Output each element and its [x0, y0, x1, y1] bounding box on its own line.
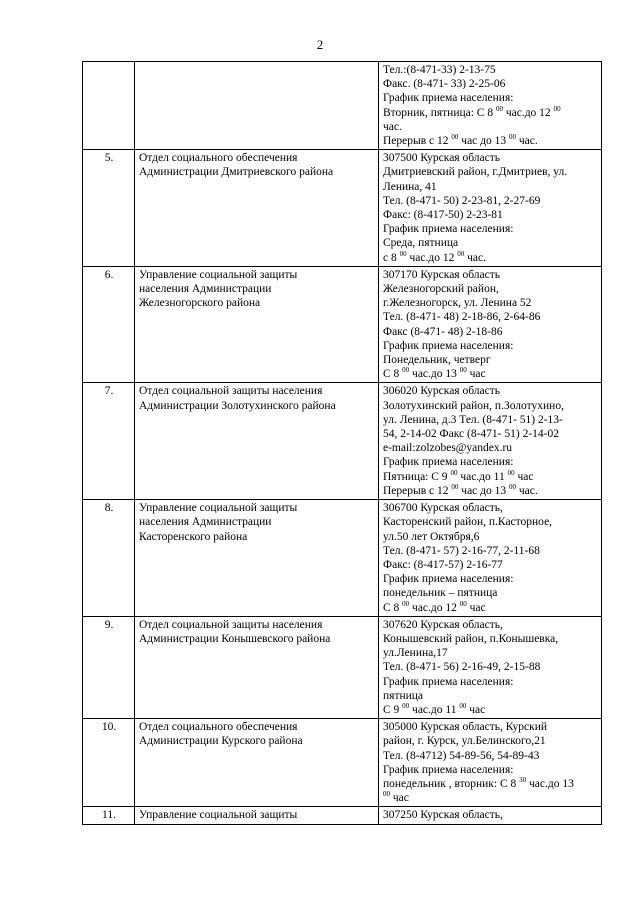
institution-name — [135, 807, 379, 824]
contact-info — [379, 383, 602, 500]
institution-name — [135, 62, 379, 150]
superscript-minutes: 00 — [402, 701, 410, 710]
institution-name-line: Управление социальной защиты — [139, 268, 298, 281]
row-number — [83, 62, 135, 150]
contact-info-line: Дмитриевский район, г.Дмитриев, ул. — [383, 166, 568, 179]
institution-name — [135, 383, 379, 500]
table-row — [83, 807, 602, 824]
institution-name-line: Администрации Золотухинского района — [139, 399, 336, 412]
contact-info — [379, 807, 602, 824]
superscript-minutes: 00 — [509, 482, 516, 491]
contact-info-line: пятница — [383, 689, 424, 702]
contact-info-line: С 9 $^{00}$ час.до 11 $^{00}$ час — [383, 701, 486, 716]
contact-info-line: понедельник – пятница — [383, 587, 498, 600]
institution-name — [135, 616, 379, 718]
contact-info-line: час. — [383, 120, 402, 133]
institution-name-line: Администрации Курского района — [139, 735, 303, 748]
contact-info — [379, 500, 602, 617]
row-number: 9. — [83, 616, 135, 718]
table-row — [83, 383, 602, 500]
contact-info-line: График приема населения: — [383, 763, 514, 776]
superscript-minutes: 00 — [402, 366, 410, 375]
contact-info-line: Факс (8-471- 48) 2-18-86 — [383, 325, 503, 338]
contact-info — [379, 616, 602, 718]
institution-name — [135, 500, 379, 617]
contact-info-line: Факс. (8-471- 33) 2-25-06 — [383, 78, 506, 91]
institution-name-line: Железногорского района — [139, 297, 261, 310]
table-row — [83, 719, 602, 807]
table-row — [83, 616, 602, 718]
contact-info-line: График приема населения: — [383, 92, 514, 105]
contact-info-line: Касторенский район, п.Касторное, — [383, 516, 553, 529]
row-number: 6. — [83, 266, 135, 383]
contact-info-line: Пятница: С 9 $^{00}$ час.до 11 $^{00}$ час — [383, 468, 534, 483]
row-number: 5. — [83, 150, 135, 267]
institution-name-line: населения Администрации — [139, 516, 272, 529]
contact-info-line: График приема населения: — [383, 573, 514, 586]
institution-name-line: Касторенского района — [139, 530, 248, 543]
contact-info-line: С 8 $^{00}$ час.до 12 $^{00}$ час — [383, 599, 486, 614]
contact-info-line: График приема населения: — [383, 339, 514, 352]
contact-info-line: ул.Ленина,17 — [383, 647, 448, 660]
institution-name-line: Управление социальной защиты — [139, 809, 298, 822]
contact-info-line: Конышевский район, п.Конышевка, — [383, 632, 559, 645]
superscript-minutes: 00 — [507, 468, 515, 477]
page-number: 2 — [316, 37, 324, 52]
institution-name — [135, 266, 379, 383]
contact-info-line: Тел. (8-471- 50) 2-23-81, 2-27-69 — [383, 194, 541, 207]
contact-info-line: 306020 Курская область — [383, 385, 500, 398]
contact-info — [379, 150, 602, 267]
row-number: 8. — [83, 500, 135, 617]
contact-info — [379, 719, 602, 807]
contact-info-line: Факс: (8-417-57) 2-16-77 — [383, 558, 503, 571]
contact-info-line: Золотухинский район, п.Золотухино, — [383, 399, 564, 412]
institution-name-line: Отдел социальной защиты населения — [139, 618, 323, 631]
contact-info-line: С 8 $^{00}$ час.до 13 $^{00}$ час — [383, 366, 486, 381]
contact-info — [379, 266, 602, 383]
superscript-minutes: 00 — [451, 482, 459, 491]
table-row — [83, 266, 602, 383]
contact-info-line: $^{00}$ час — [383, 790, 409, 805]
table-row — [83, 500, 602, 617]
contact-info-line: ул.50 лет Октября,6 — [383, 530, 480, 543]
row-number: 10. — [83, 719, 135, 807]
institution-name-line: Отдел социального обеспечения — [139, 152, 298, 165]
contact-info-line: Факс: (8-417-50) 2-23-81 — [383, 209, 503, 222]
superscript-minutes: 00 — [399, 249, 407, 258]
contact-info-line: 306700 Курская область, — [383, 502, 503, 515]
superscript-minutes: 00 — [450, 468, 458, 477]
superscript-minutes: 00 — [402, 599, 410, 608]
table-row — [83, 150, 602, 267]
superscript-minutes: 00 — [509, 133, 516, 142]
contact-info-line: 307620 Курская область, — [383, 618, 503, 631]
contact-info-line: 307170 Курская область — [383, 268, 500, 281]
contact-info-line: Перерыв с 12 $^{00}$ час до 13 $^{00}$ час. — [383, 482, 538, 497]
table-body — [83, 62, 602, 825]
superscript-minutes: 00 — [459, 366, 467, 375]
institutions-table — [82, 61, 602, 825]
contact-info-line: Тел. (8-471- 57) 2-16-77, 2-11-68 — [383, 544, 540, 557]
institution-name-line: населения Администрации — [139, 283, 272, 296]
contact-info-line: График приема населения: — [383, 456, 514, 469]
contact-info-line: 54, 2-14-02 Факс (8-471- 51) 2-14-02 — [383, 428, 559, 441]
contact-info-line: Тел. (8-471- 56) 2-16-49, 2-15-88 — [383, 661, 541, 674]
superscript-minutes: 30 — [519, 775, 527, 784]
contact-info-line: e-mail:zolzobes@yandex.ru — [383, 442, 513, 455]
superscript-minutes: 00 — [383, 790, 390, 799]
contact-info-line: График приема населения: — [383, 675, 514, 688]
row-number: 7. — [83, 383, 135, 500]
contact-info-line: 307250 Курская область, — [383, 809, 503, 822]
contact-info-line: г.Железногорск, ул. Ленина 52 — [383, 297, 532, 310]
contact-info-line: Тел. (8-4712) 54-89-56, 54-89-43 — [383, 749, 540, 762]
institution-name-line: Управление социальной защиты — [139, 502, 298, 515]
contact-info-line: Понедельник, четверг — [383, 354, 491, 367]
superscript-minutes: 00 — [457, 249, 465, 258]
institution-name-line: Администрации Конышевского района — [139, 632, 331, 645]
contact-info-line: Вторник, пятница: С 8 $^{00}$ час.до 12 $^{00}$ — [383, 104, 561, 119]
institution-name-line: Отдел социальной защиты населения — [139, 385, 323, 398]
contact-info-line: с 8 $^{00}$ час.до 12 $^{00}$ час. — [383, 249, 486, 264]
contact-info-line: 305000 Курская область, Курский — [383, 721, 548, 734]
superscript-minutes: 00 — [553, 104, 561, 113]
contact-info-line: понедельник , вторник: С 8 $^{30}$ час.до 13 — [383, 775, 574, 790]
contact-info-line: Среда, пятница — [383, 237, 459, 250]
superscript-minutes: 00 — [459, 701, 467, 710]
contact-info — [379, 62, 602, 150]
superscript-minutes: 00 — [459, 599, 467, 608]
contact-info-line: 307500 Курская область — [383, 152, 500, 165]
superscript-minutes: 00 — [495, 104, 503, 113]
contact-info-line: Тел.:(8-471-33) 2-13-75 — [383, 64, 496, 76]
contact-info-line: район, г. Курск, ул.Белинского,21 — [383, 735, 546, 748]
contact-info-line: Ленина, 41 — [383, 180, 437, 193]
institution-name-line: Администрации Дмитриевского района — [139, 166, 334, 179]
contact-info-line: Тел. (8-471- 48) 2-18-86, 2-64-86 — [383, 311, 541, 324]
contact-info-line: Перерыв с 12 $^{00}$ час до 13 $^{00}$ час. — [383, 133, 538, 148]
institution-name — [135, 719, 379, 807]
contact-info-line: Железногорский район, — [383, 283, 499, 296]
institution-name-line: Отдел социального обеспечения — [139, 721, 298, 734]
contact-info-line: График приема населения: — [383, 223, 514, 236]
row-number: 11. — [83, 807, 135, 824]
table-row — [83, 62, 602, 150]
superscript-minutes: 00 — [451, 133, 459, 142]
contact-info-line: ул. Ленина, д.3 Тел. (8-471- 51) 2-13- — [383, 413, 563, 426]
institution-name — [135, 150, 379, 267]
